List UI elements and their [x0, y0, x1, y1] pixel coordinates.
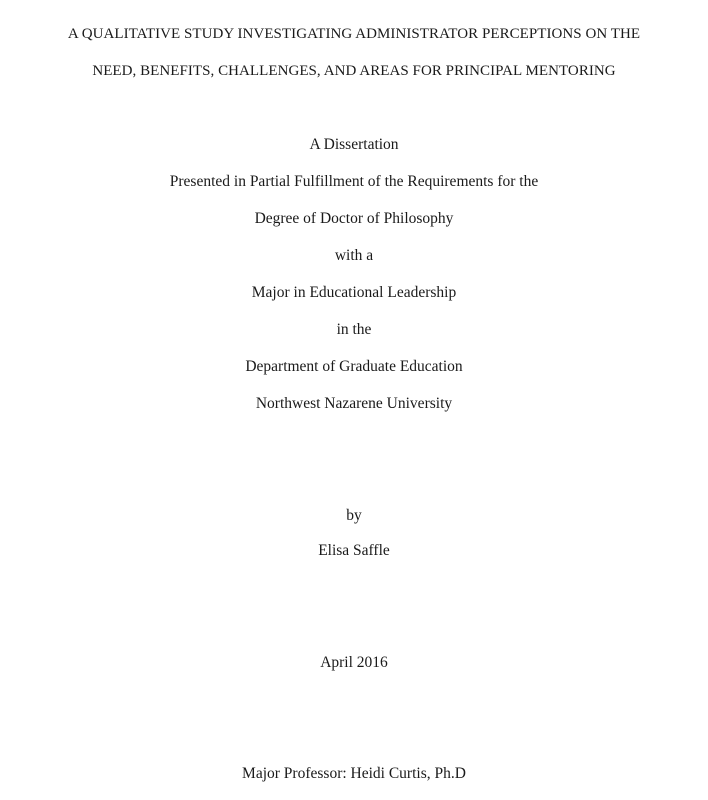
title-line-2: NEED, BENEFITS, CHALLENGES, AND AREAS FOR PRINCIPAL MENTORING: [92, 63, 616, 79]
university-name: Northwest Nazarene University: [255, 395, 453, 412]
by-text: by: [346, 507, 362, 524]
document-type: A Dissertation: [309, 136, 399, 153]
major-professor: Major Professor: Heidi Curtis, Ph.D: [242, 765, 466, 782]
in-the-text: in the: [336, 321, 372, 338]
title-line-1: A QUALITATIVE STUDY INVESTIGATING ADMINISTRATOR PERCEPTIONS ON THE: [67, 26, 641, 42]
presented-statement: Presented in Partial Fulfillment of the Requirements for the: [169, 173, 539, 190]
department-name: Department of Graduate Education: [245, 358, 463, 375]
degree-name: Degree of Doctor of Philosophy: [254, 210, 454, 227]
submission-date: April 2016: [320, 654, 388, 671]
author-name: Elisa Saffle: [318, 542, 390, 559]
major-name: Major in Educational Leadership: [251, 284, 457, 301]
with-a-text: with a: [334, 247, 374, 264]
